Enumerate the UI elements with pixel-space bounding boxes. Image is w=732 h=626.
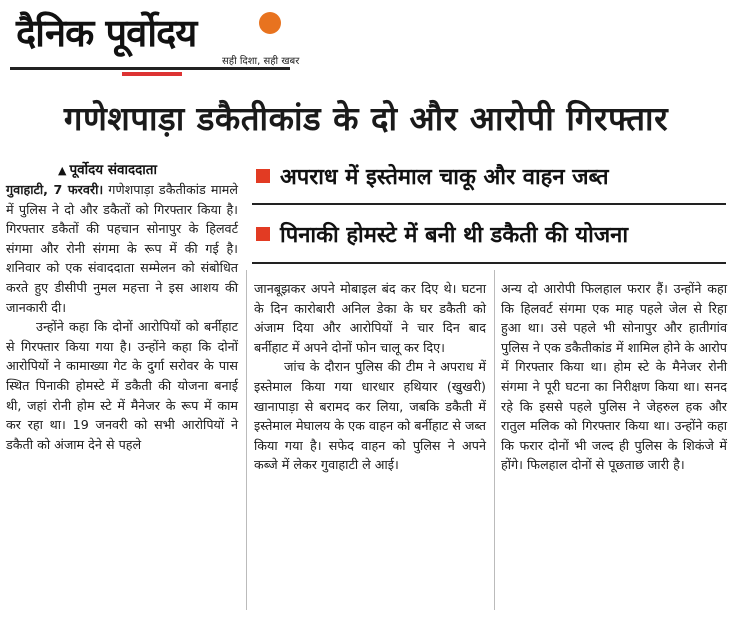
- masthead-rule: [10, 67, 290, 70]
- subhead-divider-2: [252, 262, 726, 264]
- subheadline-2-text: पिनाकी होमस्टे में बनी थी डकैती की योजना: [280, 223, 629, 248]
- subheadline-1-text: अपराध में इस्तेमाल चाकू और वाहन जब्त: [280, 165, 609, 190]
- newspaper-tagline: सही दिशा, सही खबर: [222, 56, 300, 67]
- column-divider: [494, 270, 495, 610]
- paragraph-text: गणेशपाड़ा डकैतीकांड मामले में पुलिस ने दो और डकैतों को गिरफ्तार किया है। गिरफ्तार डकैतों की पहचान सोनापुर के हिलवर्ट संगमा और रोनी संगमा के रूप में की गई है। शनिवार को एक संवाददाता सम्मेलन को संबोधित करते हुए डीसीपी नुमल महत्ता ने इस आशय की जानकारी दी।: [6, 182, 238, 315]
- red-square-icon: [256, 169, 270, 183]
- paragraph: जांच के दौरान पुलिस की टीम ने अपराध में इस्तेमाल किया गया धारधार हथियार (खुखरी) खानापाड़ा से बरामद कर लिया, जबकि डकैती में इस्तेमाल मेघालय के एक वाहन को बर्नीहाट से जब्त किया गया है। सफेद वाहन को पुलिस ने अपने कब्जे में लेकर गुवाहाटी ले आई।: [254, 359, 486, 473]
- paragraph: [6, 180, 238, 317]
- article-column-3: [501, 279, 727, 475]
- paragraph: अन्य दो आरोपी फिलहाल फरार हैं। उन्होंने कहा कि हिलवर्ट संगमा एक माह पहले जेल से रिहा हुआ था। उसे पहले भी सोनापुर और हातीगांव पुलिस ने एक डकैतीकांड में शामिल होने के आरोप में गिरफ्तार किया था। होम स्टे के मैनेजर रोनी संगमा ने पूरी घटना का निरीक्षण किया था। सनद रहे कि इससे पहले पुलिस ने जेहरुल हक और रातुल मलिक को गिरफ्तार किया था। उन्होंने कहा कि फरार दोनों भी जल्द ही पुलिस के शिकंजे में होंगे। फिलहाल दोनों से पूछताछ जारी है।: [501, 281, 727, 473]
- column-divider: [246, 270, 247, 610]
- paragraph: उन्होंने कहा कि दोनों आरोपियों को बर्नीहाट से गिरफ्तार किया गया है। उन्होंने कहा कि दोनों आरोपियों ने कामाख्या गेट के दुर्गा सरोवर के पास स्थित पिनाकी होमस्टे में डकैती की योजना बनाई थी, जहां रोनी होम स्टे में मैनेजर के रूप में काम कर रहा था। 19 जनवरी को सभी आरोपियों ने डकैती को अंजाम देने से पहले: [6, 319, 238, 452]
- masthead: [10, 4, 310, 70]
- article-column-2: [254, 279, 486, 475]
- byline: [58, 160, 157, 178]
- masthead-accent: [122, 72, 182, 76]
- paragraph: जानबूझकर अपने मोबाइल बंद कर दिए थे। घटना के दिन कारोबारी अनिल डेका के घर डकैती को अंजाम दिया और आरोपियों ने चार दिन बाद बर्नीहाट में अपने दोनों फोन चालू कर दिए।: [254, 281, 486, 355]
- triangle-icon: ▲: [58, 164, 67, 177]
- article-column-1: [6, 180, 238, 454]
- subhead-divider-1: [252, 203, 726, 205]
- byline-text: पूर्वोदय संवाददाता: [69, 162, 157, 178]
- dateline: गुवाहाटी, 7 फरवरी।: [6, 182, 104, 197]
- red-square-icon: [256, 227, 270, 241]
- subheadline-1: [256, 157, 609, 195]
- logo-sun-icon: [259, 12, 281, 34]
- article-headline: गणेशपाड़ा डकैतीकांड के दो और आरोपी गिरफ्तार: [63, 99, 669, 138]
- subheadline-2: [256, 215, 628, 253]
- newspaper-logo: दैनिक पूर्वोदय: [16, 11, 197, 55]
